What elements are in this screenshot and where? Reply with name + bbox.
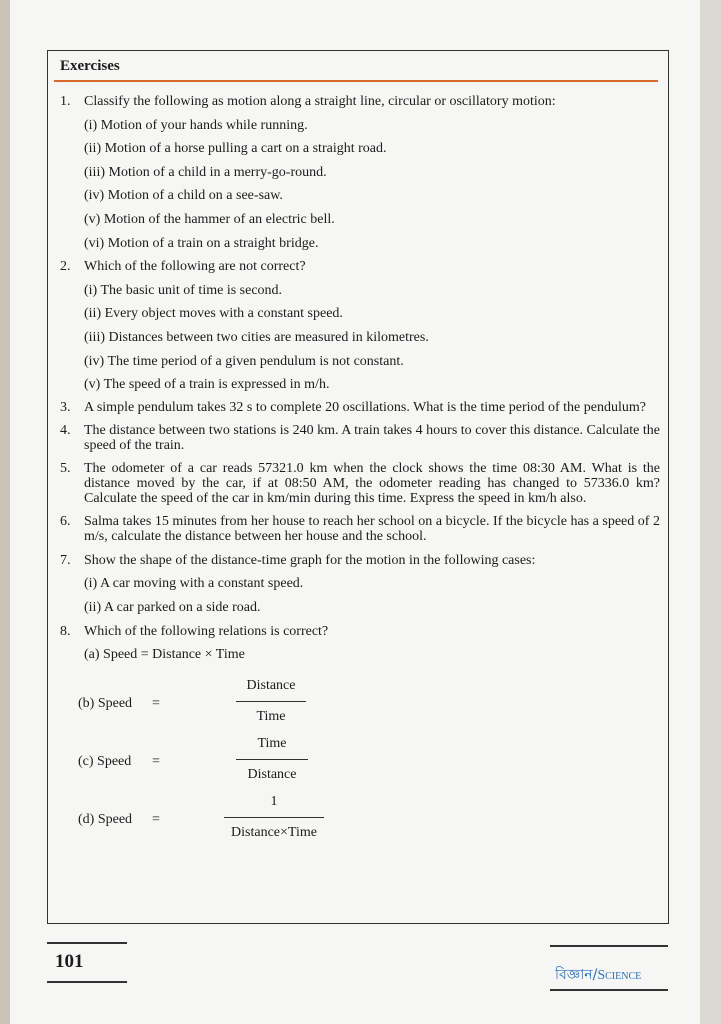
question-2 [60, 255, 660, 279]
option-d [60, 789, 660, 847]
book-title-english: Science [597, 968, 642, 983]
question-5 [60, 458, 660, 511]
question-1-item: (ii) Motion of a horse pulling a cart on a straight road. [84, 141, 387, 157]
question-text: The distance between two stations is 240 km. A train takes 4 hours to cover this distance. Calculate the speed of the train. [84, 422, 660, 453]
question-text: Classify the following as motion along a straight line, circular or oscillatory motion: [84, 94, 556, 109]
footer-rule-left-bottom [47, 981, 127, 983]
question-number: 2. [60, 259, 71, 275]
question-7-item: (ii) A car parked on a side road. [84, 599, 261, 615]
question-text: Which of the following are not correct? [84, 259, 306, 275]
book-title [555, 963, 641, 987]
equals-sign: = [152, 811, 160, 827]
question-1 [60, 90, 660, 114]
page-number: 101 [55, 951, 84, 972]
question-text: A simple pendulum takes 32 s to complete 20 oscillations. What is the time period of the pendulum? [84, 399, 646, 415]
option-a: (a) Speed = Distance × Time [84, 647, 245, 663]
exercises-box [47, 50, 669, 924]
equals-sign: = [152, 753, 160, 769]
footer-rule-right-top [550, 945, 668, 947]
question-2-item: (ii) Every object moves with a constant speed. [84, 306, 343, 322]
fraction [224, 791, 324, 844]
option-c [60, 731, 660, 789]
numerator: 1 [224, 791, 324, 818]
question-8 [60, 620, 660, 644]
question-2-item: (i) The basic unit of time is second. [84, 282, 283, 298]
question-number: 4. [60, 422, 71, 438]
page-edge [700, 0, 721, 1024]
question-text: Salma takes 15 minutes from her house to reach her school on a bicycle. If the bicycle has a speed of 2 m/s, calculate the distance between her house and the school. [84, 513, 660, 544]
question-7-item: (i) A car moving with a constant speed. [84, 576, 304, 592]
question-number: 6. [60, 513, 71, 529]
option-label: (c) Speed [78, 753, 132, 769]
exercise-list [60, 90, 660, 847]
question-1-item: (iv) Motion of a child on a see-saw. [84, 188, 283, 204]
question-number: 3. [60, 399, 71, 415]
option-label: (b) Speed [78, 695, 133, 711]
equals-sign: = [152, 695, 160, 711]
question-1-item: (v) Motion of the hammer of an electric bell. [84, 211, 335, 227]
question-3 [60, 397, 660, 420]
denominator: Distance×Time [231, 824, 317, 840]
exercises-heading: Exercises [60, 58, 120, 74]
question-number: 5. [60, 460, 71, 476]
option-b [60, 673, 660, 731]
option-label: (d) Speed [78, 811, 133, 827]
heading-rule [54, 80, 658, 82]
question-number: 1. [60, 94, 71, 109]
question-number: 8. [60, 623, 71, 639]
question-2-item: (v) The speed of a train is expressed in m/h. [84, 377, 330, 393]
question-4 [60, 420, 660, 458]
question-text: Which of the following relations is correct? [84, 623, 329, 639]
question-1-item: (iii) Motion of a child in a merry-go-round. [84, 164, 327, 180]
question-1-item: (i) Motion of your hands while running. [84, 117, 308, 133]
footer-rule-left-top [47, 942, 127, 944]
numerator: Distance [236, 675, 306, 702]
question-2-item: (iii) Distances between two cities are measured in kilometres. [84, 329, 429, 345]
question-number: 7. [60, 552, 71, 568]
footer-rule-right-bottom [550, 989, 668, 991]
denominator: Time [256, 708, 286, 724]
question-7 [60, 549, 660, 573]
textbook-page [10, 0, 700, 1024]
question-text: The odometer of a car reads 57321.0 km when the clock shows the time 08:30 AM. What is the distance moved by the car, if at 08:50 AM, the odometer reading has changed to 57336.0 km? Calculate the speed of the car in km/min during this time. Express the speed in km/h also. [84, 460, 660, 506]
question-2-item: (iv) The time period of a given pendulum is not constant. [84, 353, 404, 369]
question-text: Show the shape of the distance-time graph for the motion in the following cases: [84, 552, 536, 568]
fraction [236, 733, 308, 786]
question-1-item: (vi) Motion of a train on a straight bridge. [84, 235, 319, 251]
denominator: Distance [247, 766, 297, 782]
question-6 [60, 511, 660, 549]
numerator: Time [236, 733, 308, 760]
fraction [236, 675, 306, 728]
book-title-bengali: বিজ্ঞান/ [555, 967, 598, 983]
